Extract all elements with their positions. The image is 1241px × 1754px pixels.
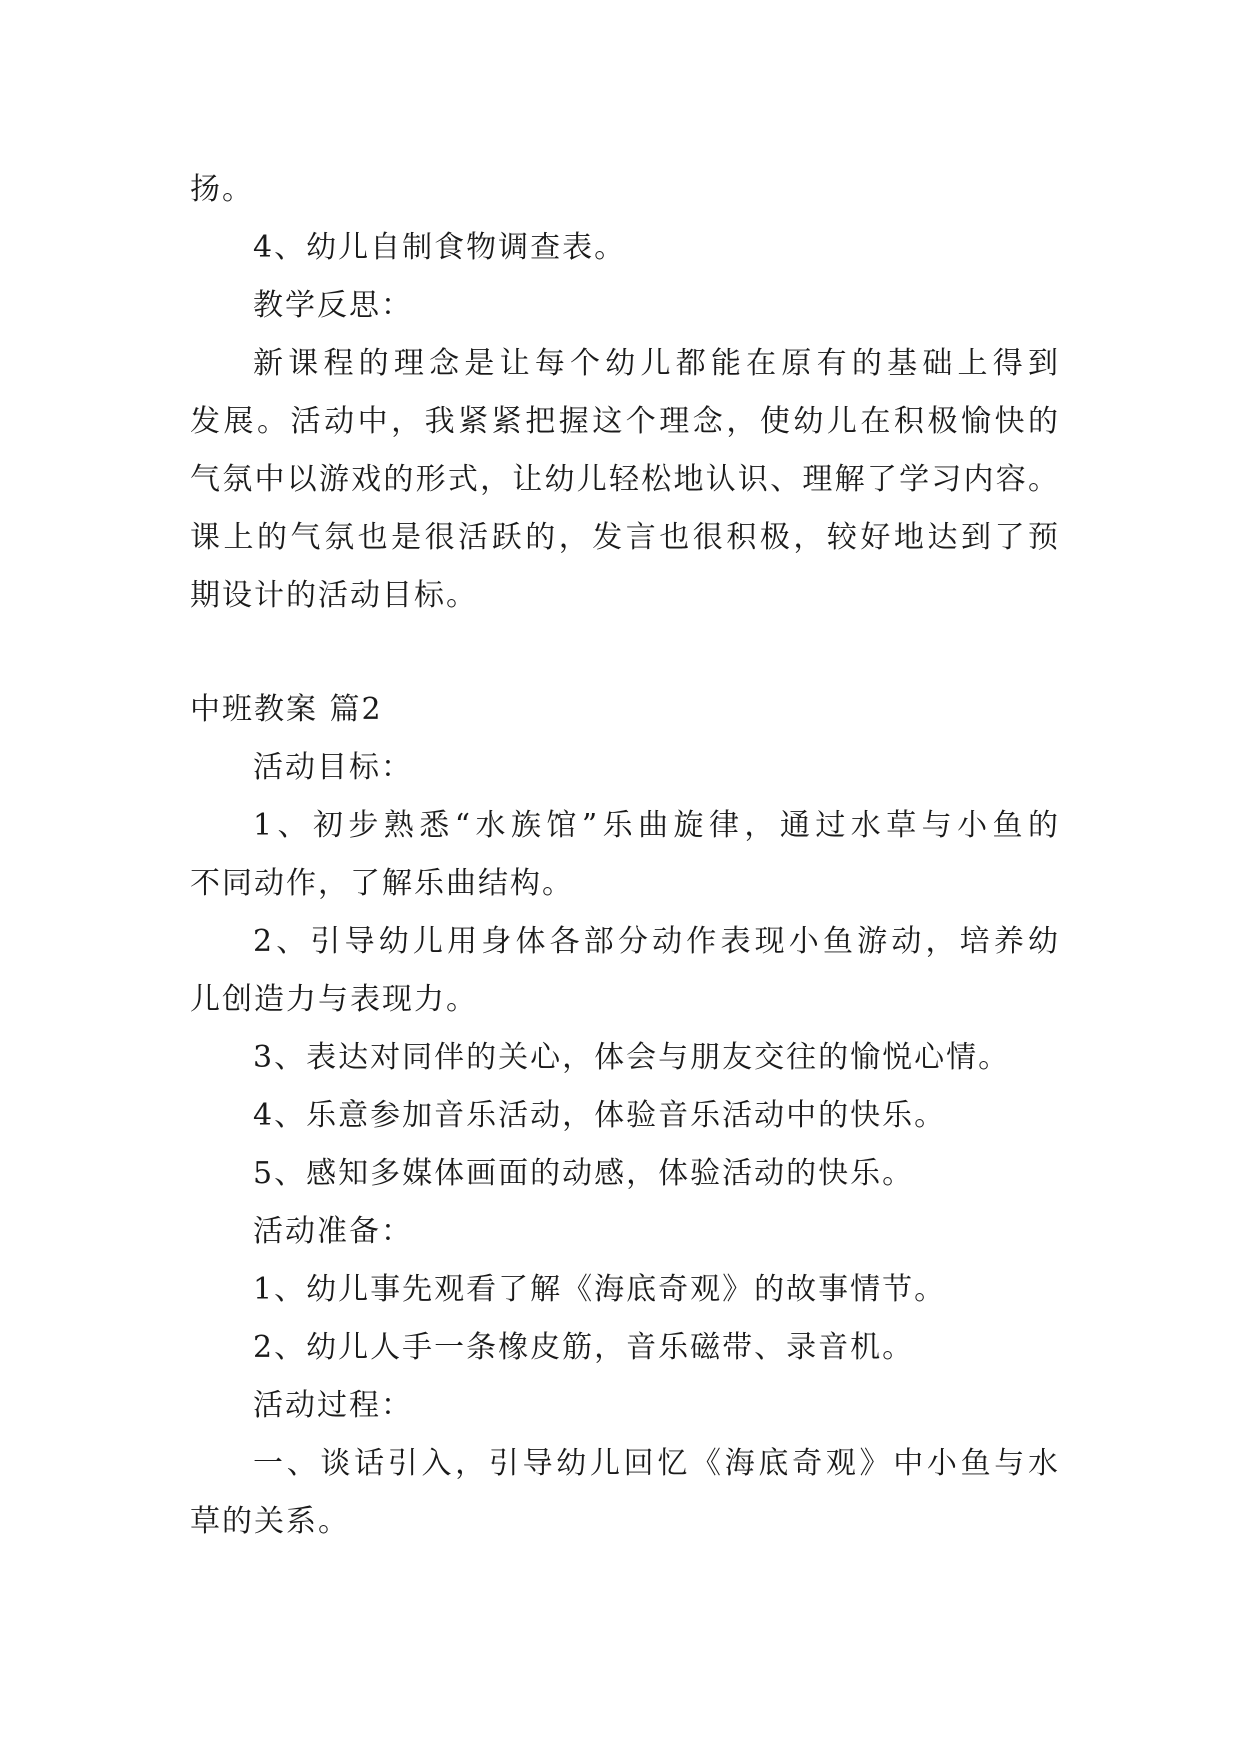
text-line: 新课程的理念是让每个幼儿都能在原有的基础上得到 — [253, 346, 1060, 381]
text-line: 扬。 — [190, 172, 254, 207]
text-line: 2、引导幼儿用身体各部分动作表现小鱼游动，培养幼 — [253, 924, 1060, 959]
section-heading: 活动准备： — [253, 1214, 413, 1249]
text-line: 4、幼儿自制食物调查表。 — [253, 230, 627, 265]
text-line: 1、幼儿事先观看了解《海底奇观》的故事情节。 — [253, 1272, 947, 1307]
lesson-title: 中班教案 篇2 — [190, 692, 383, 727]
text-line: 发展。活动中，我紧紧把握这个理念，使幼儿在积极愉快的 — [190, 404, 1060, 439]
section-heading: 活动过程： — [253, 1388, 413, 1423]
section-heading: 教学反思： — [253, 288, 413, 323]
text-line: 课上的气氛也是很活跃的，发言也很积极，较好地达到了预 — [190, 520, 1060, 555]
text-line: 不同动作，了解乐曲结构。 — [190, 866, 574, 901]
text-line: 2、幼儿人手一条橡皮筋，音乐磁带、录音机。 — [253, 1330, 915, 1365]
section-heading: 活动目标： — [253, 750, 413, 785]
text-line: 5、感知多媒体画面的动感，体验活动的快乐。 — [253, 1156, 915, 1191]
text-line: 4、乐意参加音乐活动，体验音乐活动中的快乐。 — [253, 1098, 947, 1133]
text-line: 儿创造力与表现力。 — [190, 982, 478, 1017]
text-line: 气氛中以游戏的形式，让幼儿轻松地认识、理解了学习内容。 — [190, 462, 1060, 497]
text-line: 期设计的活动目标。 — [190, 578, 478, 613]
text-line: 1、初步熟悉“水族馆”乐曲旋律，通过水草与小鱼的 — [253, 808, 1060, 843]
text-line: 一、谈话引入，引导幼儿回忆《海底奇观》中小鱼与水 — [253, 1446, 1060, 1481]
text-line: 3、表达对同伴的关心，体会与朋友交往的愉悦心情。 — [253, 1040, 1011, 1075]
text-line: 草的关系。 — [190, 1504, 350, 1539]
